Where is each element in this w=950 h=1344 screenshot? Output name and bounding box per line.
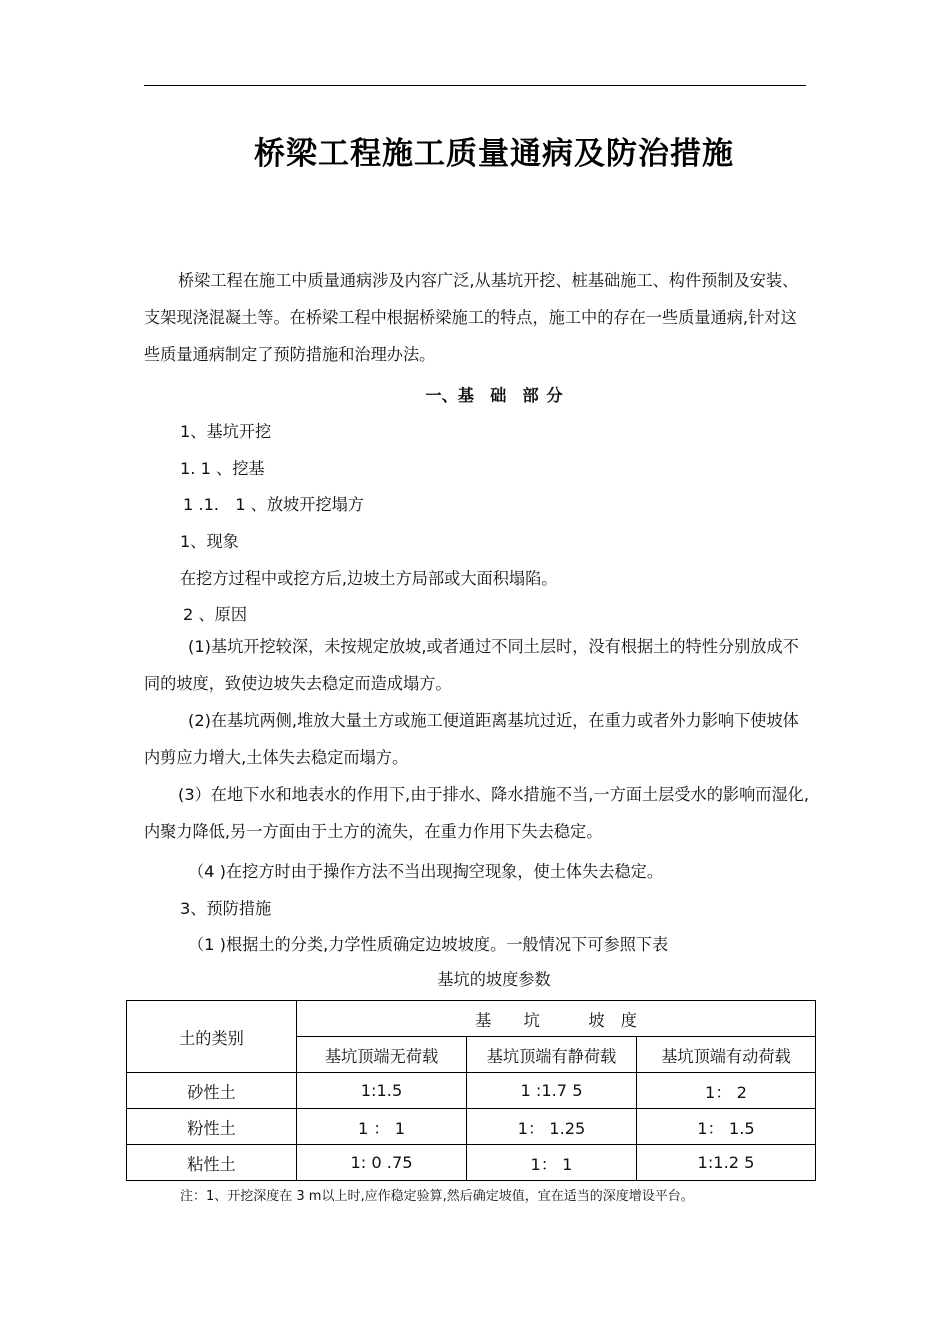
soil-type-header: 土的类别 [127, 1001, 297, 1073]
slope-parameter-table [126, 1000, 816, 1181]
table-caption: 基坑的坡度参数 [437, 970, 551, 989]
table-row [127, 1145, 816, 1181]
soil-name: 粉性土 [127, 1109, 297, 1145]
cause-1: (1)基坑开挖较深，未按规定放坡,或者通过不同土层时，没有根据土的特性分别放成不同的坡度，致使边坡失去稳定而造成塌方。 [144, 637, 799, 693]
heading-prevention: 3、预防措施 [180, 899, 272, 918]
document-title: 桥梁工程施工质量通病及防治措施 [254, 136, 734, 172]
slope-value: 1： 1.5 [637, 1109, 816, 1145]
subheader-static-load: 基坑顶端有静荷载 [467, 1037, 637, 1073]
phenomenon-text: 在挖方过程中或挖方后,边坡土方局部或大面积塌陷。 [180, 569, 558, 588]
subheader-dynamic-load: 基坑顶端有动荷载 [637, 1037, 816, 1073]
slope-value: 1： 2 [637, 1073, 816, 1109]
slope-group-header: 基 坑 坡 度 [297, 1001, 816, 1037]
heading-cause: 2 、原因 [183, 605, 248, 624]
cause-3: (3）在地下水和地表水的作用下,由于排水、降水措施不当,一方面土层受水的影响而湿化,内聚力降低,另一方面由于土方的流失，在重力作用下失去稳定。 [144, 785, 809, 841]
soil-name: 粘性土 [127, 1145, 297, 1181]
subheader-no-load: 基坑顶端无荷载 [297, 1037, 467, 1073]
slope-value: 1 ： 1 [297, 1109, 467, 1145]
slope-value: 1:1.5 [297, 1073, 467, 1109]
slope-value: 1:1.2 5 [637, 1145, 816, 1181]
slope-value: 1： 1.25 [467, 1109, 637, 1145]
intro-paragraph: 桥梁工程在施工中质量通病涉及内容广泛,从基坑开挖、桩基础施工、构件预制及安装、支架现浇混凝土等。在桥梁工程中根据桥梁施工的特点，施工中的存在一些质量通病,针对这些质量通病制定了预防措施和治理办法。 [144, 271, 799, 364]
slope-value: 1： 1 [467, 1145, 637, 1181]
heading-digging: 1. 1 、挖基 [180, 459, 265, 478]
header-rule [144, 85, 806, 86]
section-heading: 一、基 础 部 分 [425, 386, 563, 405]
slope-value: 1 :1.7 5 [467, 1073, 637, 1109]
soil-name: 砂性土 [127, 1073, 297, 1109]
table-row [127, 1073, 816, 1109]
cause-2: (2)在基坑两侧,堆放大量土方或施工便道距离基坑过近，在重力或者外力影响下使坡体内剪应力增大,土体失去稳定而塌方。 [144, 711, 799, 767]
heading-slope-collapse: 1 .1． 1 、放坡开挖塌方 [183, 495, 364, 514]
heading-phenomenon: 1、现象 [180, 532, 239, 551]
table-row [127, 1109, 816, 1145]
heading-excavation: 1、基坑开挖 [180, 422, 272, 441]
prevention-1: （1 )根据土的分类,力学性质确定边坡坡度。一般情况下可参照下表 [188, 935, 669, 954]
table-note: 注：1、开挖深度在 3 m以上时,应作稳定验算,然后确定坡值，宜在适当的深度增设平台。 [180, 1189, 694, 1204]
slope-value: 1: 0 .75 [297, 1145, 467, 1181]
cause-4: （4 )在挖方时由于操作方法不当出现掏空现象，使土体失去稳定。 [188, 862, 664, 881]
